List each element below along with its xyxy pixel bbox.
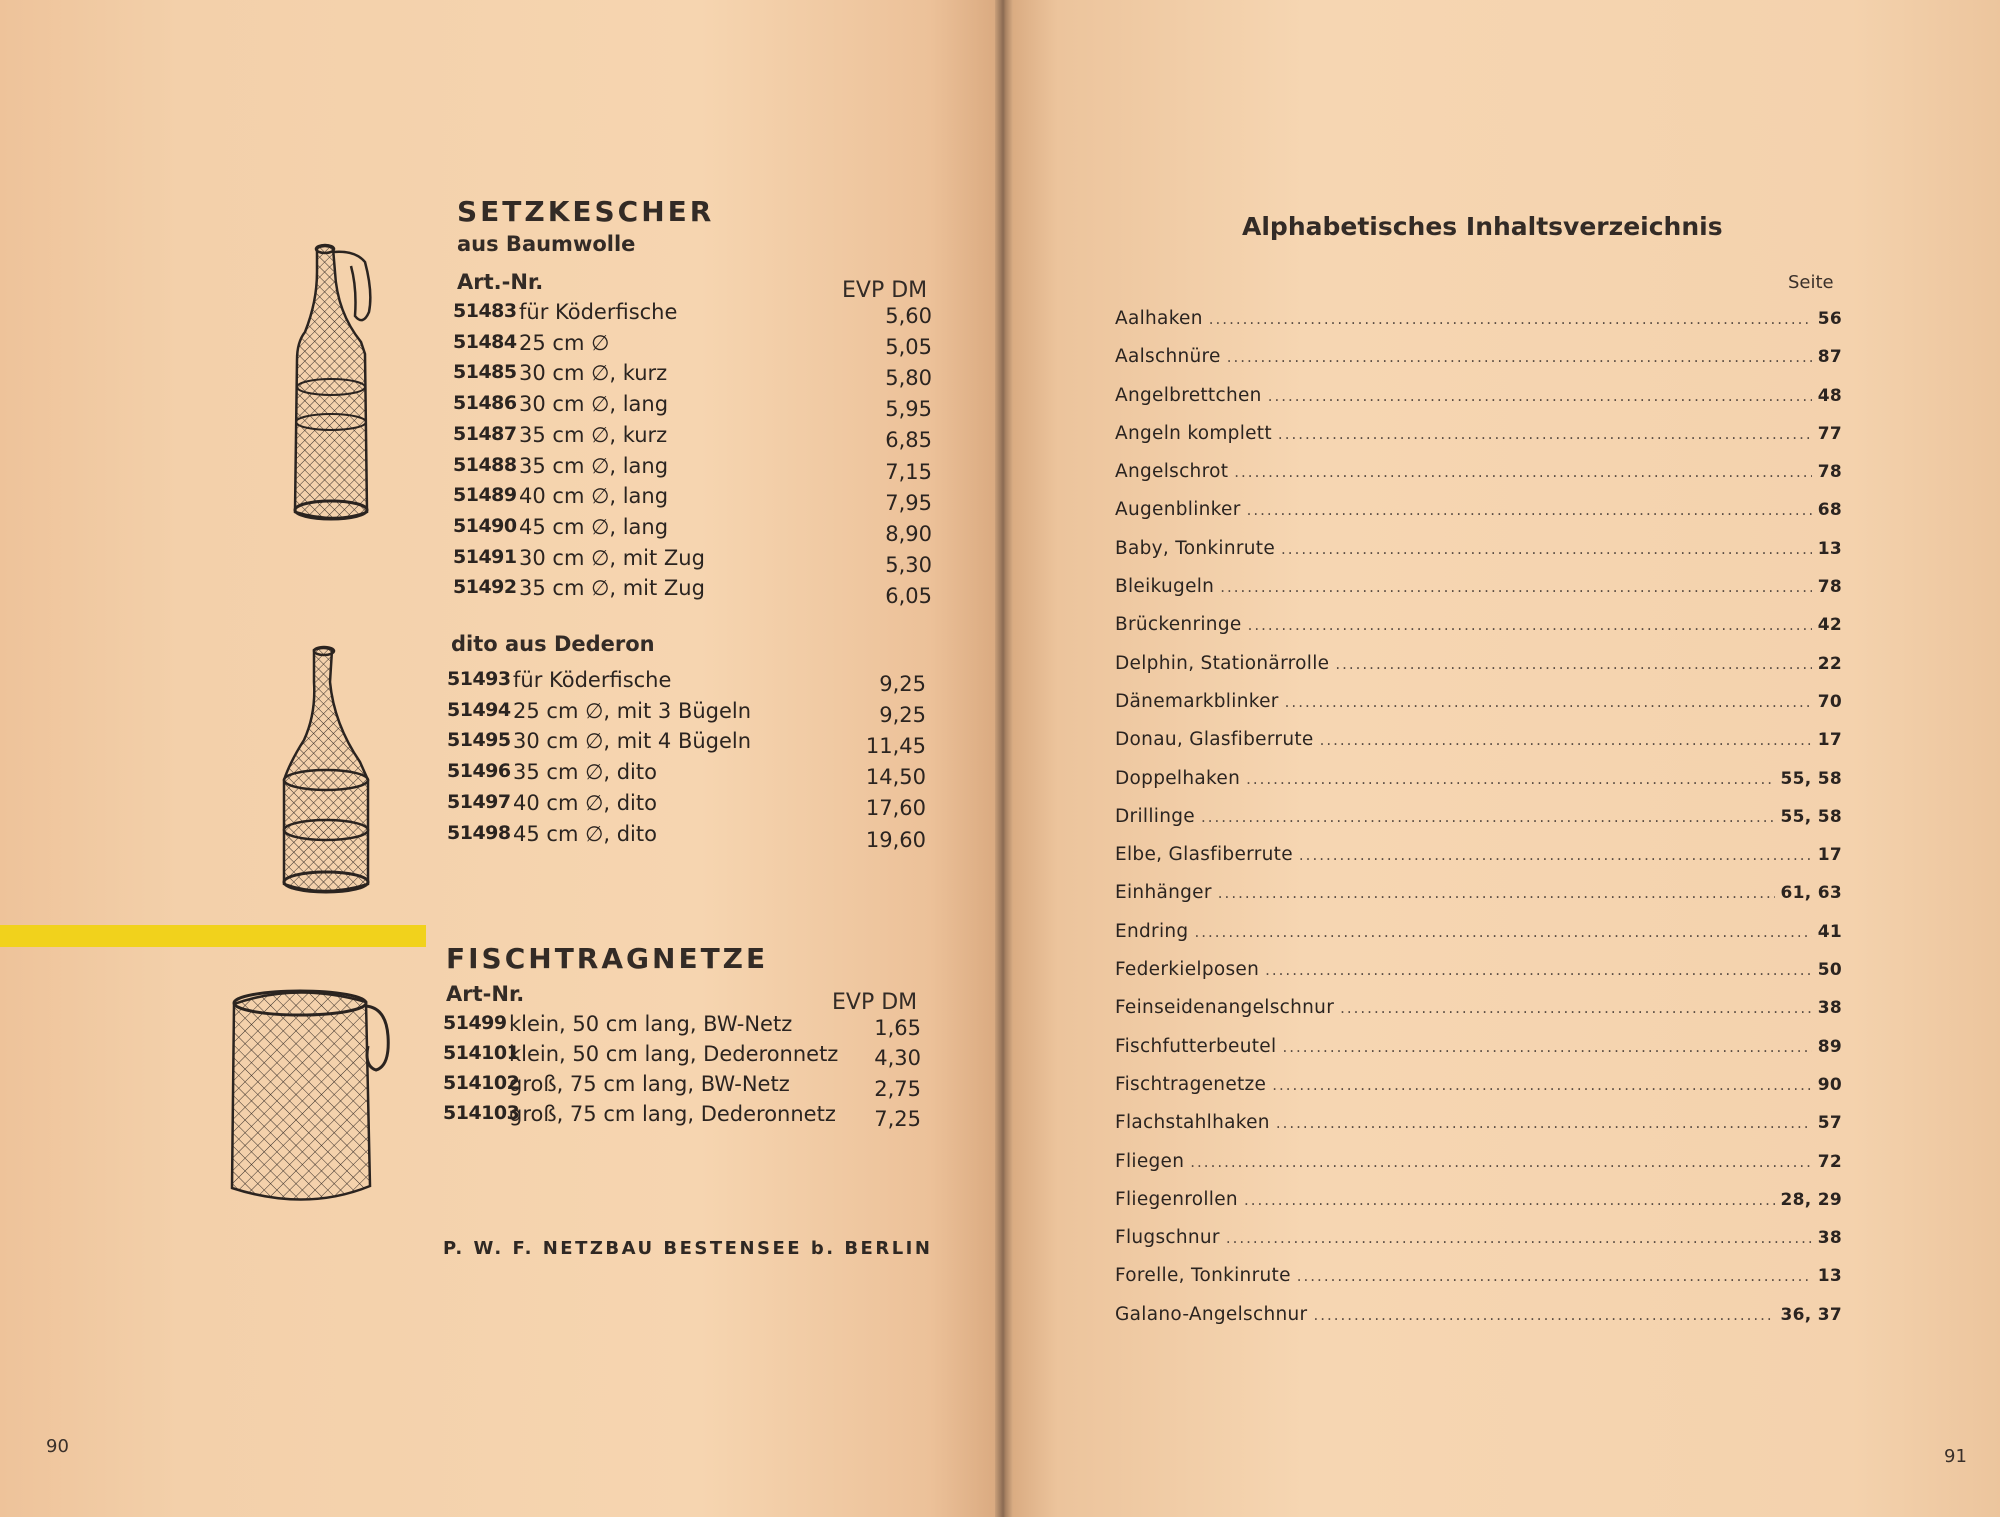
article-number: 514101	[443, 1041, 520, 1064]
article-price: 11,45	[865, 734, 926, 759]
book-gutter	[995, 0, 1013, 1517]
index-entry-page: 90	[1817, 1074, 1842, 1095]
index-entry	[1115, 538, 1842, 576]
index-entry-page: 78	[1817, 462, 1842, 483]
article-number: 51490	[453, 514, 517, 537]
index-entry-label: Fischtragenetze	[1115, 1073, 1267, 1095]
dot-leader	[1234, 463, 1811, 481]
dederon-heading: dito aus Dederon	[451, 632, 655, 656]
product-row	[447, 729, 926, 759]
dot-leader	[1320, 731, 1812, 749]
article-description: 25 cm ∅, mit 3 Bügeln	[513, 698, 752, 723]
product-row	[443, 1042, 921, 1072]
article-description: klein, 50 cm lang, Dederonnetz	[509, 1041, 839, 1066]
dot-leader	[1282, 1038, 1811, 1056]
index-entry-page: 56	[1817, 309, 1842, 329]
index-entry-page: 72	[1817, 1151, 1842, 1172]
index-entry	[1115, 346, 1842, 384]
index-entry-label: Augenblinker	[1115, 499, 1241, 521]
setzkescher-price-header: EVP DM	[842, 278, 928, 303]
product-row	[447, 791, 926, 821]
index-entry	[1115, 385, 1842, 423]
dot-leader	[1220, 578, 1812, 596]
article-number: 51499	[443, 1012, 507, 1034]
product-row	[447, 760, 926, 790]
fischtragnetze-price-header: EVP DM	[832, 990, 918, 1015]
article-number: 51485	[453, 361, 517, 384]
index-entry	[1115, 882, 1842, 920]
index-entry-label: Angelschrot	[1115, 461, 1229, 483]
index-entry-page: 55, 58	[1780, 768, 1842, 789]
product-row	[447, 668, 926, 698]
index-entry-page: 61, 63	[1780, 883, 1842, 904]
dot-leader	[1297, 1267, 1812, 1285]
index-entry-page: 50	[1817, 960, 1842, 981]
article-price: 5,05	[885, 335, 932, 360]
index-entry-page: 78	[1817, 577, 1842, 598]
fischtragnetze-artnr-header: Art-Nr.	[446, 982, 525, 1006]
article-description: 40 cm ∅, dito	[513, 790, 657, 815]
index-title: Alphabetisches Inhaltsverzeichnis	[1242, 212, 1723, 241]
index-entry-label: Endring	[1115, 920, 1189, 942]
article-number: 51488	[453, 453, 517, 476]
index-entry	[1115, 729, 1842, 767]
index-seite-header: Seite	[1788, 272, 1834, 293]
dot-leader	[1246, 770, 1774, 788]
setzkescher-artnr-header: Art.-Nr.	[457, 270, 544, 294]
fish-carry-net-illustration	[226, 986, 396, 1212]
article-number: 51492	[453, 576, 517, 599]
index-entry	[1115, 844, 1842, 882]
dot-leader	[1227, 348, 1812, 366]
dot-leader	[1244, 1191, 1775, 1209]
article-description: 30 cm ∅, kurz	[519, 361, 668, 386]
product-row	[453, 515, 932, 545]
article-price: 6,85	[885, 428, 932, 453]
index-entry-label: Galano-Angelschnur	[1115, 1303, 1308, 1325]
article-number: 51496	[447, 760, 511, 783]
index-entry	[1115, 1112, 1842, 1150]
index-entry-page: 36, 37	[1780, 1304, 1842, 1325]
article-description: 35 cm ∅, mit Zug	[519, 576, 705, 601]
article-description: 35 cm ∅, kurz	[519, 422, 668, 447]
dot-leader	[1247, 501, 1812, 519]
index-entry	[1115, 614, 1842, 652]
article-price: 5,80	[885, 366, 932, 391]
index-entry-label: Donau, Glasfiberrute	[1115, 729, 1314, 751]
article-number: 51489	[453, 484, 517, 507]
product-row	[453, 576, 932, 606]
index-entry-label: Einhänger	[1115, 882, 1212, 904]
product-row	[453, 423, 932, 453]
index-entry-page: 17	[1817, 845, 1842, 866]
product-row	[453, 484, 932, 514]
index-entry	[1115, 997, 1842, 1035]
index-entry-label: Elbe, Glasfiberrute	[1115, 844, 1293, 866]
article-number: 51494	[447, 698, 511, 721]
index-entry-label: Flachstahlhaken	[1115, 1112, 1270, 1134]
index-list	[1115, 308, 1842, 1342]
index-entry-page: 48	[1817, 385, 1842, 406]
article-number: 51484	[453, 330, 517, 353]
index-entry-label: Federkielposen	[1115, 959, 1260, 981]
index-entry-label: Flugschnur	[1115, 1227, 1220, 1249]
dot-leader	[1226, 1229, 1812, 1247]
article-number: 51495	[447, 729, 511, 752]
article-price: 9,25	[879, 672, 926, 696]
dot-leader	[1272, 1076, 1811, 1094]
fischtragnetze-heading: FISCHTRAGNETZE	[446, 942, 769, 975]
article-price: 19,60	[865, 827, 926, 852]
dot-leader	[1268, 387, 1812, 405]
dot-leader	[1285, 693, 1812, 711]
index-entry	[1115, 1227, 1842, 1265]
index-entry-label: Bleikugeln	[1115, 576, 1215, 598]
product-row	[453, 300, 932, 330]
product-row	[453, 454, 932, 484]
dot-leader	[1209, 310, 1812, 328]
index-entry	[1115, 576, 1842, 614]
article-price: 14,50	[865, 765, 926, 790]
article-price: 7,15	[885, 459, 932, 484]
index-entry	[1115, 1189, 1842, 1227]
article-price: 5,60	[885, 304, 932, 328]
dot-leader	[1281, 540, 1812, 558]
dot-leader	[1340, 999, 1812, 1017]
index-entry-page: 17	[1817, 730, 1842, 751]
index-entry	[1115, 806, 1842, 844]
dot-leader	[1218, 884, 1775, 902]
index-entry-page: 38	[1817, 998, 1842, 1019]
index-entry	[1115, 1265, 1842, 1303]
article-price: 7,25	[874, 1106, 921, 1131]
index-entry-page: 57	[1817, 1113, 1842, 1134]
article-price: 6,05	[885, 583, 932, 608]
product-row	[453, 361, 932, 391]
product-row	[447, 699, 926, 729]
index-entry-label: Aalhaken	[1115, 308, 1203, 329]
product-row	[443, 1102, 921, 1132]
article-price: 5,95	[885, 397, 932, 422]
index-entry-label: Fliegen	[1115, 1150, 1185, 1172]
index-entry-label: Baby, Tonkinrute	[1115, 537, 1276, 559]
dot-leader	[1265, 961, 1812, 979]
dot-leader	[1248, 616, 1812, 634]
article-description: groß, 75 cm lang, BW-Netz	[509, 1071, 790, 1096]
index-entry-label: Drillinge	[1115, 805, 1195, 827]
publisher-footer: P. W. F. NETZBAU BESTENSEE b. BERLIN	[443, 1238, 933, 1259]
article-number: 51486	[453, 392, 517, 415]
index-entry-page: 70	[1817, 691, 1842, 712]
dot-leader	[1201, 808, 1775, 826]
dot-leader	[1276, 1114, 1812, 1132]
article-description: klein, 50 cm lang, BW-Netz	[509, 1012, 793, 1036]
keepnet-cotton-illustration	[285, 242, 395, 524]
article-number: 51483	[453, 300, 517, 322]
index-entry-label: Brückenringe	[1115, 614, 1242, 636]
article-description: 30 cm ∅, lang	[519, 392, 669, 417]
index-entry-page: 38	[1817, 1228, 1842, 1249]
index-entry	[1115, 1151, 1842, 1189]
article-description: 30 cm ∅, mit 4 Bügeln	[513, 729, 752, 754]
index-entry	[1115, 1304, 1842, 1342]
index-entry	[1115, 423, 1842, 461]
index-entry	[1115, 691, 1842, 729]
index-entry-label: Feinseidenangelschnur	[1115, 997, 1335, 1019]
index-entry	[1115, 653, 1842, 691]
product-row	[443, 1072, 921, 1102]
index-entry-page: 41	[1817, 921, 1842, 942]
article-price: 17,60	[865, 796, 926, 821]
article-price: 5,30	[885, 552, 932, 577]
article-description: groß, 75 cm lang, Dederonnetz	[509, 1101, 836, 1126]
article-number: 51491	[453, 545, 517, 568]
article-description: 45 cm ∅, lang	[519, 514, 669, 539]
dot-leader	[1335, 655, 1811, 673]
index-entry-label: Fischfutterbeutel	[1115, 1035, 1277, 1057]
article-description: 35 cm ∅, dito	[513, 760, 657, 785]
index-entry-page: 68	[1817, 500, 1842, 521]
index-entry	[1115, 1074, 1842, 1112]
article-description: 45 cm ∅, dito	[513, 821, 657, 846]
product-row	[447, 822, 926, 852]
index-entry-label: Fliegenrollen	[1115, 1188, 1238, 1210]
article-description: für Köderfische	[519, 300, 678, 324]
index-entry	[1115, 1036, 1842, 1074]
article-number: 514102	[443, 1071, 520, 1094]
article-description: 25 cm ∅	[519, 330, 610, 355]
product-row	[453, 546, 932, 576]
page-number-right: 91	[1944, 1446, 1967, 1467]
article-number: 51487	[453, 422, 517, 445]
dot-leader	[1190, 1153, 1811, 1171]
index-entry	[1115, 959, 1842, 997]
article-description: für Köderfische	[513, 668, 672, 692]
index-entry	[1115, 768, 1842, 806]
setzkescher-heading: SETZKESCHER	[457, 195, 715, 228]
index-entry-page: 55, 58	[1780, 806, 1842, 827]
index-entry	[1115, 499, 1842, 537]
index-entry-label: Aalschnüre	[1115, 346, 1221, 368]
index-entry	[1115, 461, 1842, 499]
article-price: 7,95	[885, 490, 932, 515]
article-description: 40 cm ∅, lang	[519, 484, 669, 509]
dot-leader	[1313, 1306, 1774, 1324]
dot-leader	[1299, 846, 1812, 864]
article-number: 514103	[443, 1101, 520, 1124]
article-price: 9,25	[879, 703, 926, 728]
page-number-left: 90	[46, 1436, 69, 1457]
index-entry-page: 13	[1817, 538, 1842, 559]
index-entry-page: 77	[1817, 423, 1842, 444]
article-number: 51497	[447, 790, 511, 813]
article-description: 30 cm ∅, mit Zug	[519, 545, 705, 570]
article-price: 2,75	[874, 1076, 921, 1101]
article-description: 35 cm ∅, lang	[519, 453, 669, 478]
accent-bar	[0, 925, 426, 947]
article-number: 51493	[447, 668, 511, 690]
index-entry-label: Angeln komplett	[1115, 422, 1272, 444]
index-entry-page: 87	[1817, 347, 1842, 368]
index-entry	[1115, 921, 1842, 959]
index-entry	[1115, 308, 1842, 346]
article-number: 51498	[447, 821, 511, 844]
index-entry-page: 28, 29	[1780, 1189, 1842, 1210]
dot-leader	[1194, 923, 1811, 941]
index-entry-label: Angelbrettchen	[1115, 384, 1262, 406]
article-price: 4,30	[874, 1046, 921, 1071]
index-entry-label: Dänemarkblinker	[1115, 690, 1279, 712]
keepnet-dederon-illustration	[274, 644, 384, 896]
product-row	[453, 392, 932, 422]
dot-leader	[1278, 425, 1812, 443]
product-row	[453, 331, 932, 361]
index-entry-label: Doppelhaken	[1115, 767, 1241, 789]
index-entry-page: 89	[1817, 1036, 1842, 1057]
article-price: 8,90	[885, 521, 932, 546]
index-entry-page: 42	[1817, 615, 1842, 636]
setzkescher-subheading: aus Baumwolle	[457, 232, 636, 256]
article-price: 1,65	[874, 1016, 921, 1040]
index-entry-page: 13	[1817, 1266, 1842, 1287]
index-entry-label: Forelle, Tonkinrute	[1115, 1265, 1291, 1287]
index-entry-label: Delphin, Stationärrolle	[1115, 652, 1330, 674]
product-row	[443, 1012, 921, 1042]
index-entry-page: 22	[1817, 653, 1842, 674]
